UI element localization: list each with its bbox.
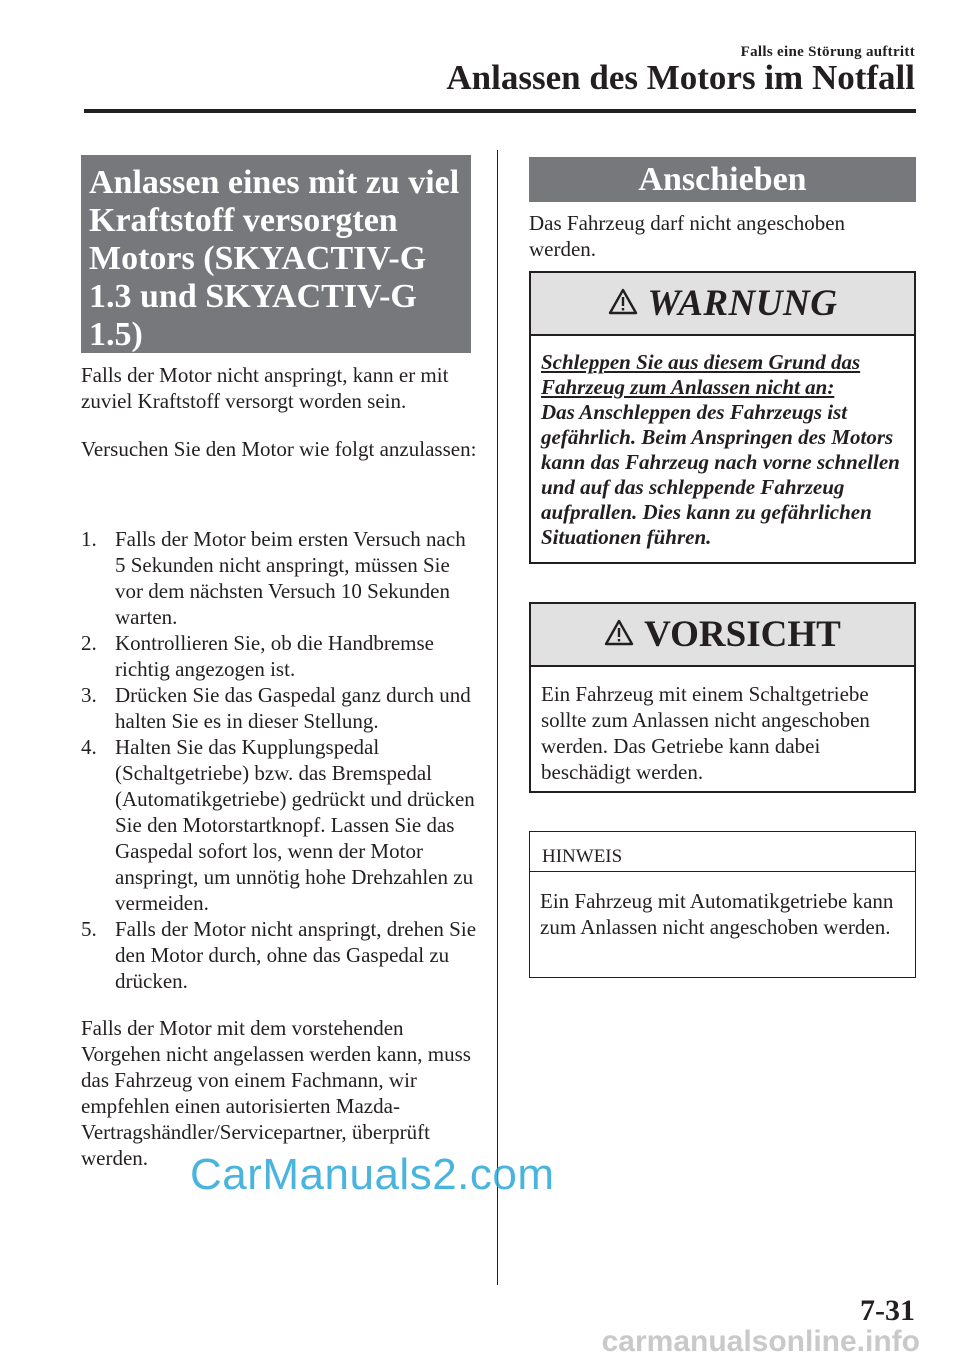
step-text: Drücken Sie das Gaspedal ganz durch und halten Sie es in dieser Stellung. [115,683,471,733]
step-number: 2. [81,631,97,655]
right-section-heading: Anschieben [529,157,916,202]
warning-body [531,336,914,560]
list-item [81,916,481,994]
intro-paragraph-2: Versuchen Sie den Motor wie folgt anzulassen: [81,437,477,461]
column-divider [497,150,498,1285]
left-section-heading: Anlassen eines mit zu viel Kraftstoff versorgten Motors (SKYACTIV-G 1.3 und SKYACTIV-G 1.5) [81,155,471,353]
warning-lead: Schleppen Sie aus diesem Grund das Fahrzeug zum Anlassen nicht an: [541,350,861,399]
watermark: CarManuals2.com [190,1150,555,1199]
caution-box [529,602,916,793]
step-number: 1. [81,527,97,551]
step-number: 4. [81,735,97,759]
caution-title: VORSICHT [644,614,841,655]
closing-paragraph: Falls der Motor mit dem vorstehenden Vorgehen nicht angelassen werden kann, muss das Fahrzeug von einem Fachmann, wir empfehlen einen autorisierten Mazda-Vertragshändler/Servicepartner, überprüft werden. [81,1016,471,1170]
header-rule [84,109,916,113]
warning-box [529,271,916,564]
list-item [81,526,481,630]
warning-header [531,273,914,336]
warning-triangle-icon [608,288,638,320]
section-label: Falls eine Störung auftritt [740,44,915,60]
note-text: Ein Fahrzeug mit Automatikgetriebe kann zum Anlassen nicht angeschoben werden. [540,889,894,939]
warning-title: WARNUNG [647,283,838,324]
caution-header [531,604,914,667]
pushstart-intro: Das Fahrzeug darf nicht angeschoben werden. [529,211,846,261]
steps-list [81,526,481,994]
list-item [81,734,481,916]
step-text: Kontrollieren Sie, ob die Handbremse richtig angezogen ist. [115,631,434,681]
step-text: Falls der Motor beim ersten Versuch nach 5 Sekunden nicht anspringt, müssen Sie vor dem nächsten Versuch 10 Sekunden warten. [115,527,466,629]
note-box [529,831,916,978]
step-text: Falls der Motor nicht anspringt, drehen Sie den Motor durch, ohne das Gaspedal zu drücken. [115,917,477,993]
watermark-footer: carmanualsonline.info [601,1325,920,1358]
warning-text: Das Anschleppen des Fahrzeugs ist gefährlich. Beim Anspringen des Motors kann das Fahrzeug nach vorne schnellen und auf das schleppende Fahrzeug aufprallen. Dies kann zu gefährlichen Situationen führen. [541,400,900,549]
step-number: 3. [81,683,97,707]
caution-text: Ein Fahrzeug mit einem Schaltgetriebe sollte zum Anlassen nicht angeschoben werden. Das Getriebe kann dabei beschädigt werden. [541,682,870,784]
caution-triangle-icon [604,619,634,651]
step-text: Halten Sie das Kupplungspedal (Schaltgetriebe) bzw. das Bremspedal (Automatikgetriebe) gedrückt und drücken Sie den Motorstartknopf. Lassen Sie das Gaspedal sofort los, wenn der Motor anspringt, um unnötig hohe Drehzahlen zu vermeiden. [115,735,475,915]
page-number: 7-31 [860,1294,915,1327]
note-title: HINWEIS [530,832,915,872]
list-item [81,630,481,682]
intro-paragraph-1: Falls der Motor nicht anspringt, kann er mit zuviel Kraftstoff versorgt worden sein. [81,363,449,413]
list-item [81,682,481,734]
step-number: 5. [81,917,97,941]
page-title: Anlassen des Motors im Notfall [446,58,915,97]
